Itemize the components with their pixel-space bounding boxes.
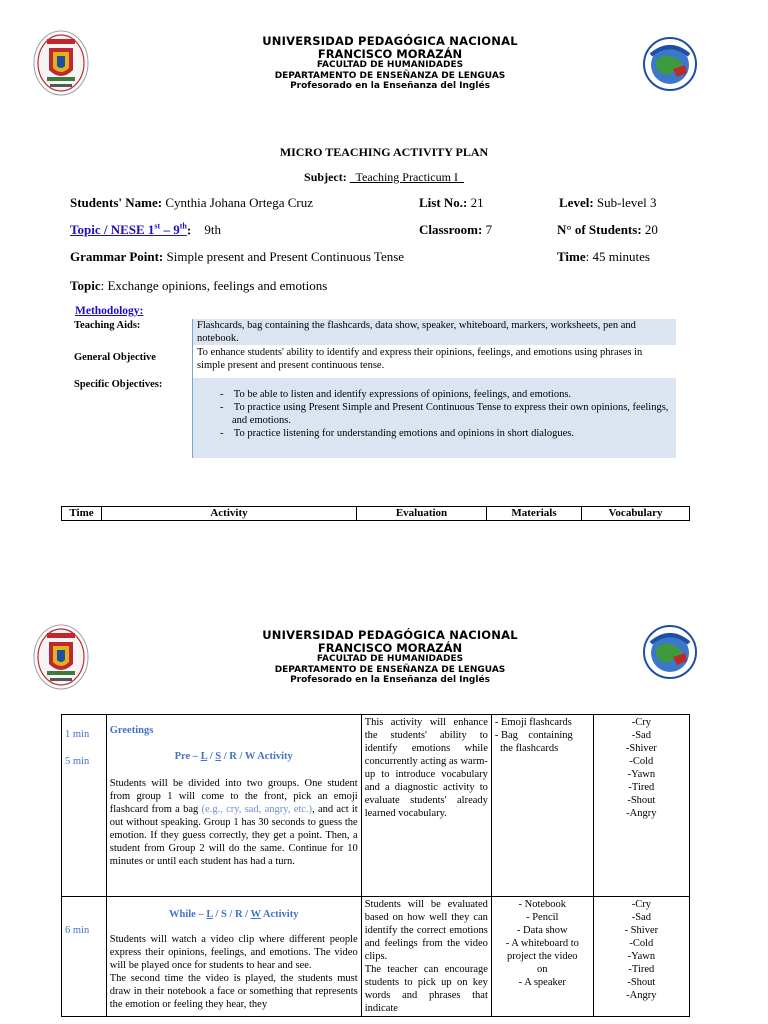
stage-sep: / [207,751,216,762]
specific-objectives-row [70,378,676,458]
evaluation-cell: This activity will enhance the students' ability to identify emotions while concurrently acting as warm-up to introduce vocabulary and a diagnostic activity to evaluate students' already learned vocabulary. [361,715,491,897]
english-program-globe-icon [643,625,697,679]
university-name: UNIVERSIDAD PEDAGÓGICA NACIONAL [262,628,518,642]
university-seal-icon [33,624,89,690]
activity-table [61,714,690,1017]
document-page-2 [0,600,768,1024]
students-name-value: Cynthia Johana Ortega Cruz [162,195,313,210]
subject-label: Subject: [304,170,347,184]
methodology-table [70,319,676,458]
vocabulary-item: -Cry [631,899,651,910]
activity-description [110,777,358,868]
activity-cell [106,897,361,1017]
vocabulary-item: -Cry [631,717,651,728]
header-vocabulary: Vocabulary [582,507,690,521]
topic-nese-colon: : [186,222,192,238]
time-value: 1 min [65,729,90,740]
general-objective-label: General Objective [74,352,156,363]
vocabulary-item: -Shout [627,977,656,988]
evaluation-text: Students will be evaluated based on how well they can identify the correct emotions and feelings from the video clips. [364,899,488,962]
topic-nese-sup1: st [154,222,161,231]
vocabulary-cell [593,715,689,897]
level-value: Sub-level 3 [593,195,657,210]
vocabulary-item: -Sad [631,730,651,741]
header-time: Time [62,507,102,521]
material-item: on [537,964,548,975]
stage-rest: / R / W Activity [221,751,293,762]
grammar-value: Simple present and Present Continuous Tense [163,249,405,264]
topic-nese-label: Topic / NESE 1 [70,222,155,238]
topic-label: Topic [70,278,101,293]
stage-prefix: While – [169,909,207,920]
department-name: DEPARTAMENTO DE ENSEÑANZA DE LENGUAS [274,664,506,675]
page-gap [0,570,768,600]
material-item: - Bag containing [494,730,573,741]
activity-description: Students will watch a video clip where different people express their opinions, feelings, and emotions. The video will be played once for students to hear and see. [109,934,358,971]
teaching-aids-value: Flashcards, bag containing the flashcards, data show, speaker, whiteboard, markers, worksheets, pen and notebook. [193,319,677,345]
description-examples: (e.g., cry, sad, angry, etc.) [201,804,313,815]
university-name: UNIVERSIDAD PEDAGÓGICA NACIONAL [262,34,518,48]
material-item: - Notebook [518,899,567,910]
faculty-name: FACULTAD DE HUMANIDADES [316,654,464,664]
vocabulary-item: -Shiver [625,743,657,754]
program-name: Profesorado en la Enseñanza del Inglés [290,81,490,91]
table-row [62,715,690,897]
university-header [200,629,580,686]
grammar-label: Grammar Point: [70,249,164,264]
stage-s: S [215,751,222,762]
vocabulary-item: -Yawn [627,769,656,780]
university-name-line2: FRANCISCO MORAZÁN [317,641,463,655]
num-students-value: 20 [641,222,658,237]
stage-sep: / S / R / [212,909,251,920]
teaching-aids-row [70,319,676,345]
header-activity: Activity [102,507,357,521]
classroom-value: 7 [482,222,493,237]
university-header [200,35,580,92]
stage-l: L [200,751,208,762]
time-value: 5 min [65,756,90,767]
materials-cell [491,715,593,897]
general-objective-value: To enhance students' ability to identify and express their opinions, feelings, and emotions using phrases in simple present and present continuous tense. [193,345,677,378]
stage-w: W [250,909,261,920]
list-item: - To be able to listen and identify expressions of opinions, feelings, and emotions. [220,389,572,400]
time-label: Time [557,249,586,264]
material-item: - Pencil [526,912,559,923]
time-value: 6 min [65,925,90,936]
stage-title [110,908,358,921]
students-name [70,195,313,211]
vocabulary-cell [593,897,689,1017]
activity-description-2: The second time the video is played, the students must draw in their notebook a face or something that represents the emotion or feeling they hear, they [109,973,358,1010]
stage-prefix: Pre – [174,751,201,762]
activity-table-header [61,506,690,521]
vocabulary-item: -Angry [626,808,657,819]
vocabulary-item: -Angry [626,990,657,1001]
material-item: - A speaker [518,977,566,988]
topic-nese-sup2: th [179,222,187,231]
grammar-point [70,249,404,265]
stage-rest: Activity [260,909,299,920]
level [559,195,656,211]
material-item: the flashcards [494,743,559,754]
material-item: - Data show [516,925,568,936]
vocabulary-item: -Cold [629,756,654,767]
list-no-value: 21 [467,195,484,210]
classroom-label: Classroom: [419,222,483,237]
level-label: Level: [559,195,594,210]
header-materials: Materials [487,507,582,521]
methodology-title: Methodology: [75,305,144,317]
list-number [419,195,484,211]
time-value: : 45 minutes [585,249,650,264]
list-item: - To practice using Present Simple and Present Continuous Tense to express their own opinions, feelings, and emotions. [220,402,672,426]
general-objective-row [70,345,676,378]
university-seal-icon [33,30,89,96]
specific-objectives-label: Specific Objectives: [70,378,193,458]
topic-value: : Exchange opinions, feelings and emotions [100,278,328,293]
subject-value: Teaching Practicum I [349,170,464,184]
vocabulary-item: -Yawn [627,951,656,962]
materials-cell [491,897,593,1017]
plan-title: MICRO TEACHING ACTIVITY PLAN [279,145,489,159]
vocabulary-item: - Shiver [624,925,659,936]
specific-objectives-list [197,388,672,440]
teaching-aids-label: Teaching Aids: [74,320,141,331]
vocabulary-item: -Tired [628,964,655,975]
greetings-title: Greetings [109,725,154,736]
header-evaluation: Evaluation [357,507,487,521]
description-text: Students will be divided into two groups. One student from group 1 will come to the front, pick an emoji flashcard from a bag [109,778,358,815]
topic-nese [70,222,221,238]
material-item: - A whiteboard to [505,938,579,949]
stage-title [110,750,358,763]
description-text: , and act it out without speaking. Group 1 has 30 seconds to guess the emotion. If they guess correctly, they get a point. Then, a student from Group 2 will do the same. Continue for 10 minutes or until each student has had a turn. [109,804,358,867]
vocabulary-item: -Sad [631,912,651,923]
vocabulary-item: -Shout [627,795,656,806]
topic-nese-mid: – 9 [160,222,180,238]
topic-nese-link[interactable] [70,222,187,237]
topic [70,278,327,294]
classroom [419,222,492,238]
program-name: Profesorado en la Enseñanza del Inglés [290,675,490,685]
evaluation-text-2: The teacher can encourage students to pick up on key words and phrases that indicate [364,964,488,1014]
num-students-label: N° of Students: [557,222,642,237]
vocabulary-item: -Tired [628,782,655,793]
activity-cell [106,715,361,897]
students-name-label: Students' Name: [70,195,163,210]
table-row [62,897,690,1017]
time-cell [62,715,107,897]
evaluation-cell [361,897,491,1017]
topic-nese-value: 9th [204,222,222,238]
material-item: project the video [507,951,578,962]
specific-objectives-value [193,378,677,458]
time-cell [62,897,107,1017]
subject-line [0,170,768,185]
list-item: - To practice listening for understanding emotions and opinions in short dialogues. [220,428,574,439]
material-item: - Emoji flashcards [494,717,572,728]
list-no-label: List No.: [419,195,468,210]
time [557,249,650,265]
stage-l: L [206,909,213,920]
faculty-name: FACULTAD DE HUMANIDADES [316,60,464,70]
university-name-line2: FRANCISCO MORAZÁN [317,47,463,61]
department-name: DEPARTAMENTO DE ENSEÑANZA DE LENGUAS [274,70,506,81]
vocabulary-item: -Cold [629,938,654,949]
number-of-students [557,222,658,238]
english-program-globe-icon [643,37,697,91]
